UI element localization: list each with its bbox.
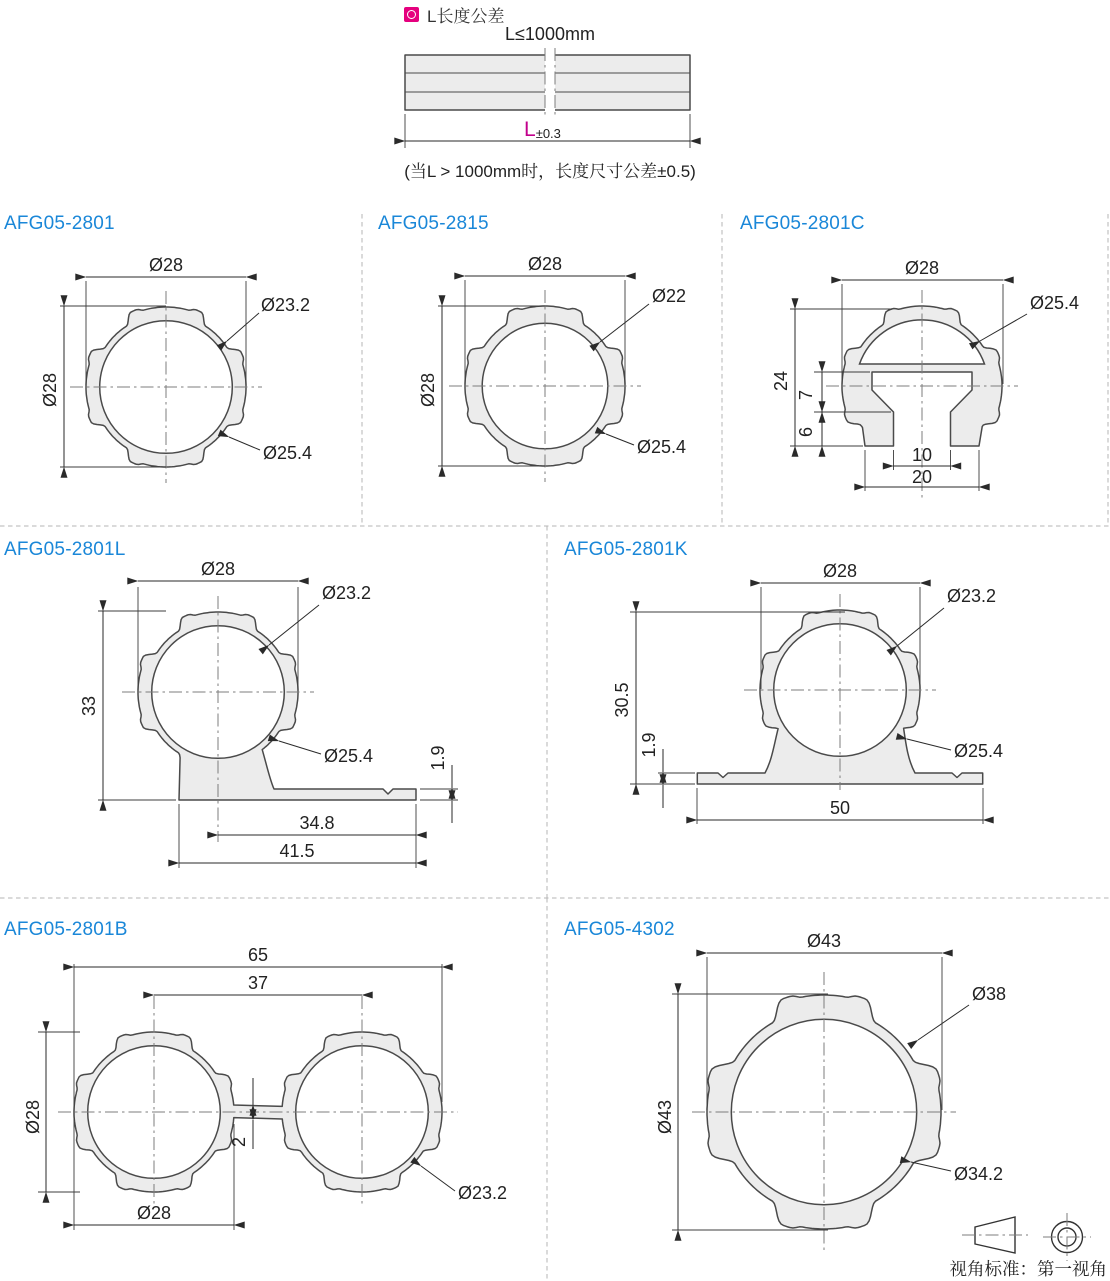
figure-afg05-2815 xyxy=(418,254,686,482)
dimension-label: 20 xyxy=(911,467,933,487)
title-afg05-2801l: AFG05-2801L xyxy=(4,539,126,560)
dimension-label: Ø23.2 xyxy=(947,586,997,606)
view-standard-label: 视角标准：第一视角 xyxy=(949,1259,1107,1279)
dimension-label: 6 xyxy=(796,426,816,438)
dimension-label: 41.5 xyxy=(279,841,315,861)
dimension-label: Ø25.4 xyxy=(263,443,313,463)
title-afg05-2801c: AFG05-2801C xyxy=(740,213,865,234)
dimension-label: 50 xyxy=(829,798,851,818)
leader-line xyxy=(227,313,259,341)
figure-length-tolerance xyxy=(405,48,690,148)
p2801b-bore-right xyxy=(296,1046,429,1179)
dimension-label: Ø43 xyxy=(806,931,842,951)
dimension-label: Ø22 xyxy=(652,286,687,306)
leader-line xyxy=(897,608,944,646)
dimension-label: 37 xyxy=(247,973,269,993)
dimension-label: Ø38 xyxy=(972,984,1007,1004)
title-afg05-2801b: AFG05-2801B xyxy=(4,919,128,940)
dimension-label: Ø23.2 xyxy=(322,583,372,603)
dimension-label: Ø34.2 xyxy=(954,1164,1004,1184)
dimension-label: Ø23.2 xyxy=(261,295,311,315)
dimension-label: 33 xyxy=(79,695,99,717)
leader-line xyxy=(279,741,321,754)
dimension-label: 10 xyxy=(911,445,933,465)
dimension-label: Ø28 xyxy=(418,372,438,408)
dimension-label: Ø25.4 xyxy=(954,741,1004,761)
leader-line xyxy=(606,434,634,445)
dimension-label: 1.9 xyxy=(428,745,448,771)
dimension-label: Ø28 xyxy=(136,1203,172,1223)
dimension-label: 34.8 xyxy=(299,813,335,833)
dimension-label: Ø25.4 xyxy=(324,746,374,766)
title-afg05-2801: AFG05-2801 xyxy=(4,213,115,234)
dimension-label: Ø28 xyxy=(40,372,60,408)
figure-afg05-2801k xyxy=(612,561,1003,824)
tube-right-half xyxy=(555,55,690,110)
figure-afg05-2801c xyxy=(771,258,1079,500)
title-afg05-4302: AFG05-4302 xyxy=(564,919,675,940)
dimension-label: 24 xyxy=(771,370,791,392)
tube-left-half xyxy=(405,55,545,110)
dimension-label: Ø25.4 xyxy=(1030,293,1080,313)
figure-afg05-2801 xyxy=(40,255,312,483)
dimension-label: Ø28 xyxy=(904,258,940,278)
leader-line xyxy=(980,314,1027,341)
leader-line xyxy=(229,437,260,450)
dimension-label: Ø28 xyxy=(822,561,858,581)
length-condition-label: L≤1000mm xyxy=(505,24,595,44)
length-tolerance-title: L长度公差 xyxy=(427,7,505,26)
figure-afg05-2801l xyxy=(79,559,458,868)
length-tolerance-note: (当L > 1000mm时，长度尺寸公差±0.5) xyxy=(404,162,696,181)
dimension-label: 1.9 xyxy=(639,732,659,758)
leader-line xyxy=(600,304,649,342)
dimension-label-L: L±0.3 xyxy=(524,118,561,141)
dimension-label: Ø28 xyxy=(200,559,236,579)
dimension-label: 7 xyxy=(796,389,816,401)
dimension-label: Ø23.2 xyxy=(458,1183,508,1203)
leader-line xyxy=(269,605,319,645)
dimension-label: Ø43 xyxy=(655,1099,675,1135)
title-afg05-2815: AFG05-2815 xyxy=(378,213,489,234)
figure-afg05-4302 xyxy=(655,931,1006,1252)
dimension-label: 30.5 xyxy=(612,682,632,718)
first-angle-projection-symbol xyxy=(962,1213,1091,1261)
figure-afg05-2801b xyxy=(23,945,507,1230)
title-afg05-2801k: AFG05-2801K xyxy=(564,539,688,560)
dimension-label: Ø25.4 xyxy=(637,437,687,457)
dimension-label: 2 xyxy=(229,1136,249,1148)
dimension-label: Ø28 xyxy=(148,255,184,275)
dimension-label: Ø28 xyxy=(527,254,563,274)
leader-line xyxy=(907,739,951,750)
leader-line xyxy=(421,1166,455,1191)
leader-line xyxy=(918,1005,969,1040)
leader-line xyxy=(911,1162,951,1171)
dimension-label: 65 xyxy=(247,945,269,965)
dimension-label: Ø28 xyxy=(23,1099,43,1135)
